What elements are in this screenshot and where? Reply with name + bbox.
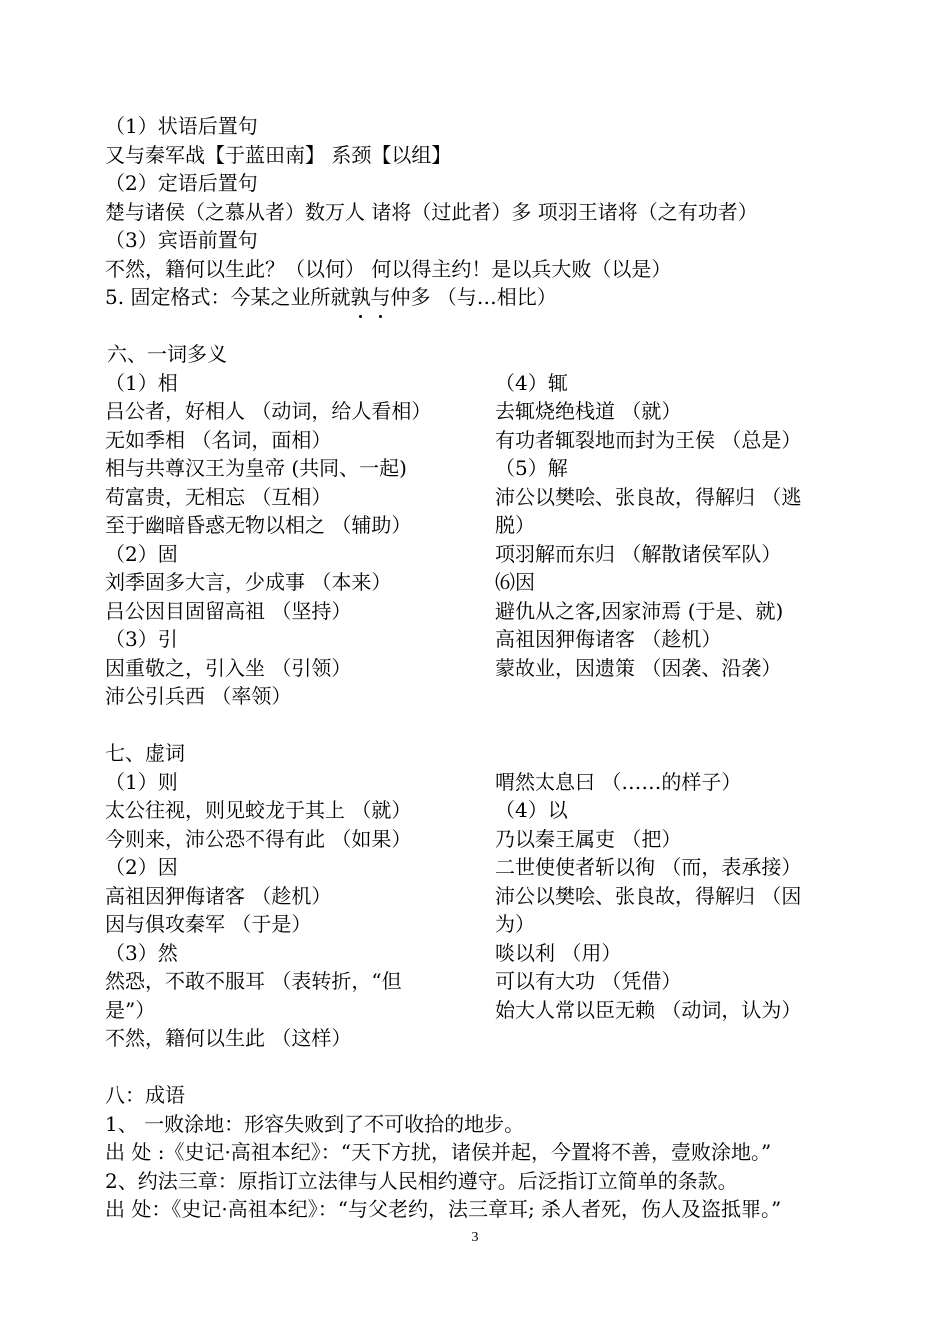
text-line: 脱） bbox=[495, 513, 535, 537]
text-line: （2）固 bbox=[105, 541, 178, 566]
text-line: （1）则 bbox=[105, 769, 178, 794]
section-polysemy bbox=[105, 340, 855, 711]
text-line: 吕公者，好相人 （动词，给人看相） bbox=[105, 399, 432, 423]
text-line: ⑹因 bbox=[495, 570, 535, 594]
text-line: 项羽解而东归 （解散诸侯军队） bbox=[495, 541, 782, 566]
left-column bbox=[105, 369, 495, 711]
text-line: 是”） bbox=[105, 997, 156, 1022]
text-line: 太公往视，则见蛟龙于其上 （就） bbox=[105, 798, 412, 822]
fixed-format-prefix: 5. 固定格式：今某之业所就 bbox=[105, 285, 351, 309]
text-line: 然恐，不敢不服耳 （表转折，“但 bbox=[105, 969, 402, 993]
right-column bbox=[495, 369, 855, 711]
text-line: 啖以利 （用） bbox=[495, 940, 622, 965]
text-line: 无如季相 （名词，面相） bbox=[105, 427, 332, 452]
text-line: 可以有大功 （凭借） bbox=[495, 969, 682, 993]
text-line: 苟富贵，无相忘 （互相） bbox=[105, 484, 332, 509]
text-line: （1）相 bbox=[105, 370, 178, 395]
text-line: 二世使使者斩以徇 （而，表承接） bbox=[495, 855, 802, 879]
text-line: （1）状语后置句 bbox=[105, 114, 258, 138]
text-line: 有功者辄裂地而封为王侯 （总是） bbox=[495, 427, 802, 452]
section-function-words bbox=[105, 739, 855, 1053]
text-line: 出 处：《史记·高祖本纪》：“与父老约，法三章耳; 杀人者死，伤人及盗抵罪。” bbox=[105, 1197, 782, 1221]
text-line: 沛公以樊哙、张良故，得解归 （因 bbox=[495, 883, 802, 908]
two-column-block bbox=[105, 768, 855, 1053]
text-line: 出 处 :《史记·高祖本纪》：“天下方扰，诸侯并起，今置将不善，壹败涂地。” bbox=[105, 1140, 772, 1164]
text-line: 因与俱攻秦军 （于是） bbox=[105, 912, 312, 936]
text-line: 避仇从之客,因家沛焉 (于是、就) bbox=[495, 598, 784, 623]
text-line: 为） bbox=[495, 912, 535, 936]
text-line: （4）以 bbox=[495, 798, 568, 822]
text-line: 始大人常以臣无赖 （动词，认为） bbox=[495, 997, 802, 1022]
section-heading: 七、虚词 bbox=[105, 741, 185, 765]
text-line: 不然，籍何以生此？（以何） 何以得主约！是以兵大败（以是） bbox=[105, 256, 672, 281]
text-line: 吕公因目固留高祖 （坚持） bbox=[105, 598, 352, 623]
text-line: 喟然太息曰 （……的样子） bbox=[495, 769, 742, 794]
text-line: 楚与诸侯（之慕从者）数万人 诸将（过此者）多 项羽王诸将（之有功者） bbox=[105, 199, 758, 224]
text-line: 高祖因狎侮诸客 （趁机） bbox=[105, 883, 332, 908]
text-line: （3）引 bbox=[105, 627, 178, 651]
document-body bbox=[105, 112, 855, 1224]
text-line: 乃以秦王属吏 （把） bbox=[495, 826, 682, 851]
spacer bbox=[105, 711, 855, 740]
text-line: 去辄烧绝栈道 （就） bbox=[495, 399, 682, 423]
page-number: 3 bbox=[471, 1230, 479, 1245]
text-line: （4）辄 bbox=[495, 370, 568, 395]
text-line: （3）宾语前置句 bbox=[105, 228, 258, 252]
section-idioms bbox=[105, 1081, 855, 1224]
text-line: 因重敬之，引入坐 （引领） bbox=[105, 655, 352, 680]
text-line: 沛公以樊哙、张良故，得解归 （逃 bbox=[495, 484, 802, 509]
two-column-block bbox=[105, 369, 855, 711]
spacer bbox=[105, 312, 855, 341]
emphasis-char: 与 bbox=[370, 283, 390, 312]
text-line: （5）解 bbox=[495, 456, 568, 480]
text-line: 高祖因狎侮诸客 （趁机） bbox=[495, 627, 722, 651]
left-column bbox=[105, 768, 495, 1053]
text-line: 2、约法三章：原指订立法律与人民相约遵守。后泛指订立简单的条款。 bbox=[105, 1168, 738, 1193]
text-line: 又与秦军战【于蓝田南】 系颈【以组】 bbox=[105, 142, 452, 167]
text-line: 不然，籍何以生此 （这样） bbox=[105, 1026, 352, 1050]
text-line: 蒙故业，因遗策 （因袭、沿袭） bbox=[495, 655, 782, 680]
text-line: 今则来，沛公恐不得有此 （如果） bbox=[105, 826, 412, 851]
fixed-format-line bbox=[105, 283, 855, 312]
text-line: 相与共尊汉王为皇帝 (共同、一起) bbox=[105, 456, 407, 480]
text-line: 沛公引兵西 （率领） bbox=[105, 684, 292, 708]
text-line: （3）然 bbox=[105, 940, 178, 965]
emphasis-char: 孰 bbox=[350, 283, 370, 312]
text-line: 至于幽暗昏惑无物以相之 （辅助） bbox=[105, 513, 412, 537]
section-heading: 八：成语 bbox=[105, 1083, 185, 1107]
section-heading: 六、一词多义 bbox=[107, 342, 227, 366]
spacer bbox=[105, 1053, 855, 1082]
text-line: （2）定语后置句 bbox=[105, 171, 258, 195]
section-sentence-patterns bbox=[105, 112, 855, 312]
right-column bbox=[495, 768, 855, 1053]
text-line: （2）因 bbox=[105, 855, 178, 879]
text-line: 1、 一败涂地：形容失败到了不可收拾的地步。 bbox=[105, 1111, 525, 1136]
text-line: 刘季固多大言，少成事 （本来） bbox=[105, 570, 392, 594]
fixed-format-suffix: 仲多 （与…相比） bbox=[390, 285, 557, 309]
